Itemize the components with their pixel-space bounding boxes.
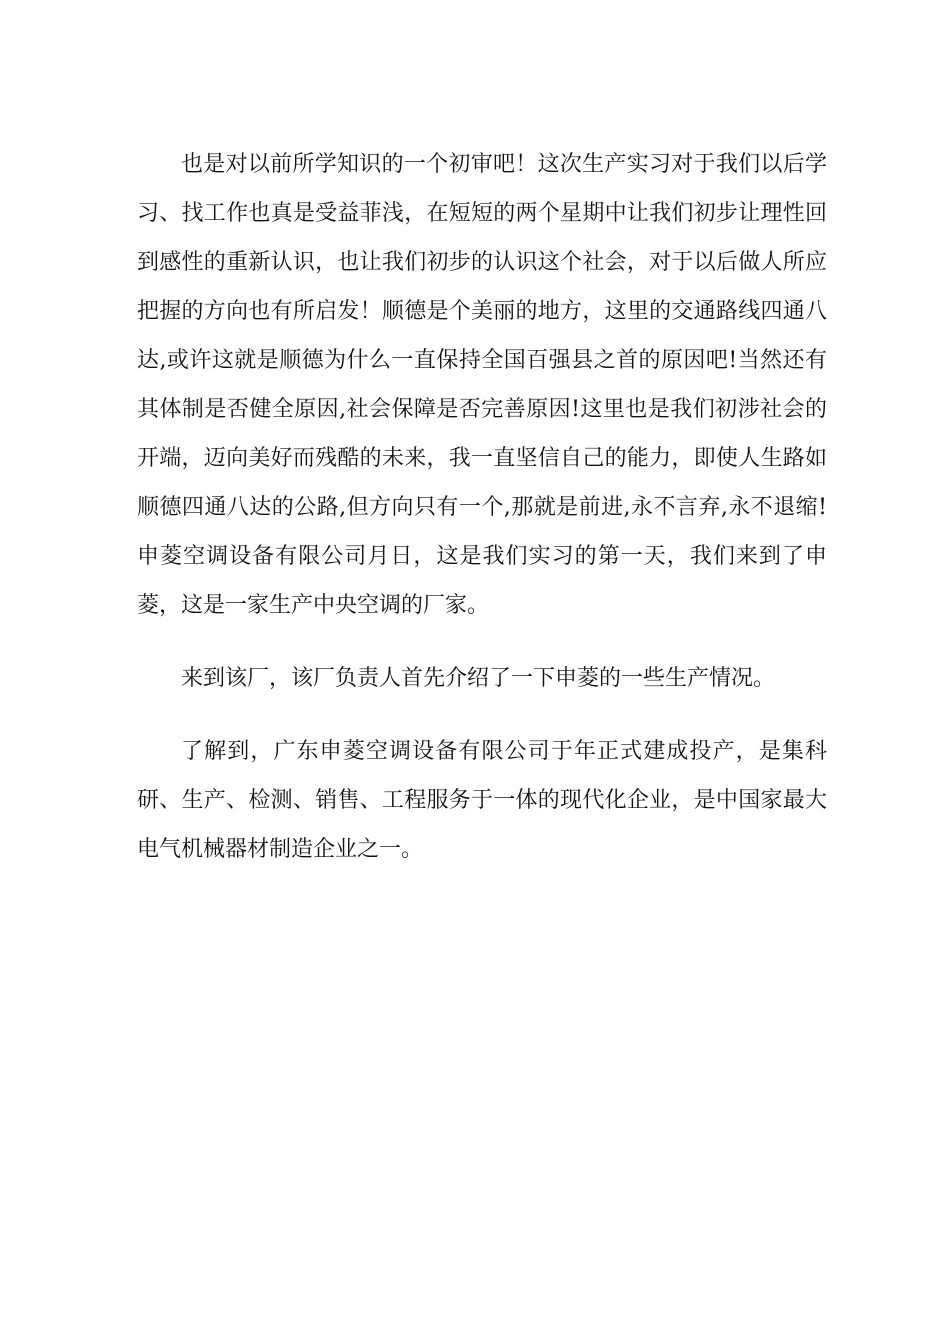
paragraph: 也是对以前所学知识的一个初审吧！这次生产实习对于我们以后学习、找工作也真是受益菲浅，在短短的两个星期中让我们初步让理性回到感性的重新认识，也让我们初步的认识这个社会，对于以后做人所应把握的方向也有所启发！顺德是个美丽的地方，这里的交通路线四通八达,或许这就是顺德为什么一直保持全国百强县之首的原因吧!当然还有其体制是否健全原因,社会保障是否完善原因!这里也是我们初涉社会的开端，迈向美好而残酷的未来，我一直坚信自己的能力，即使人生路如顺德四通八达的公路,但方向只有一个,那就是前进,永不言弃,永不退缩!申菱空调设备有限公司月日，这是我们实习的第一天，我们来到了申菱，这是一家生产中央空调的厂家。	[137, 152, 827, 618]
document-body	[137, 140, 827, 898]
paragraph: 来到该厂，该厂负责人首先介绍了一下申菱的一些生产情况。	[181, 666, 776, 691]
paragraph: 了解到，广东申菱空调设备有限公司于年正式建成投产，是集科研、生产、检测、销售、工程服务于一体的现代化企业，是中国家最大电气机械器材制造企业之一。	[137, 739, 827, 862]
